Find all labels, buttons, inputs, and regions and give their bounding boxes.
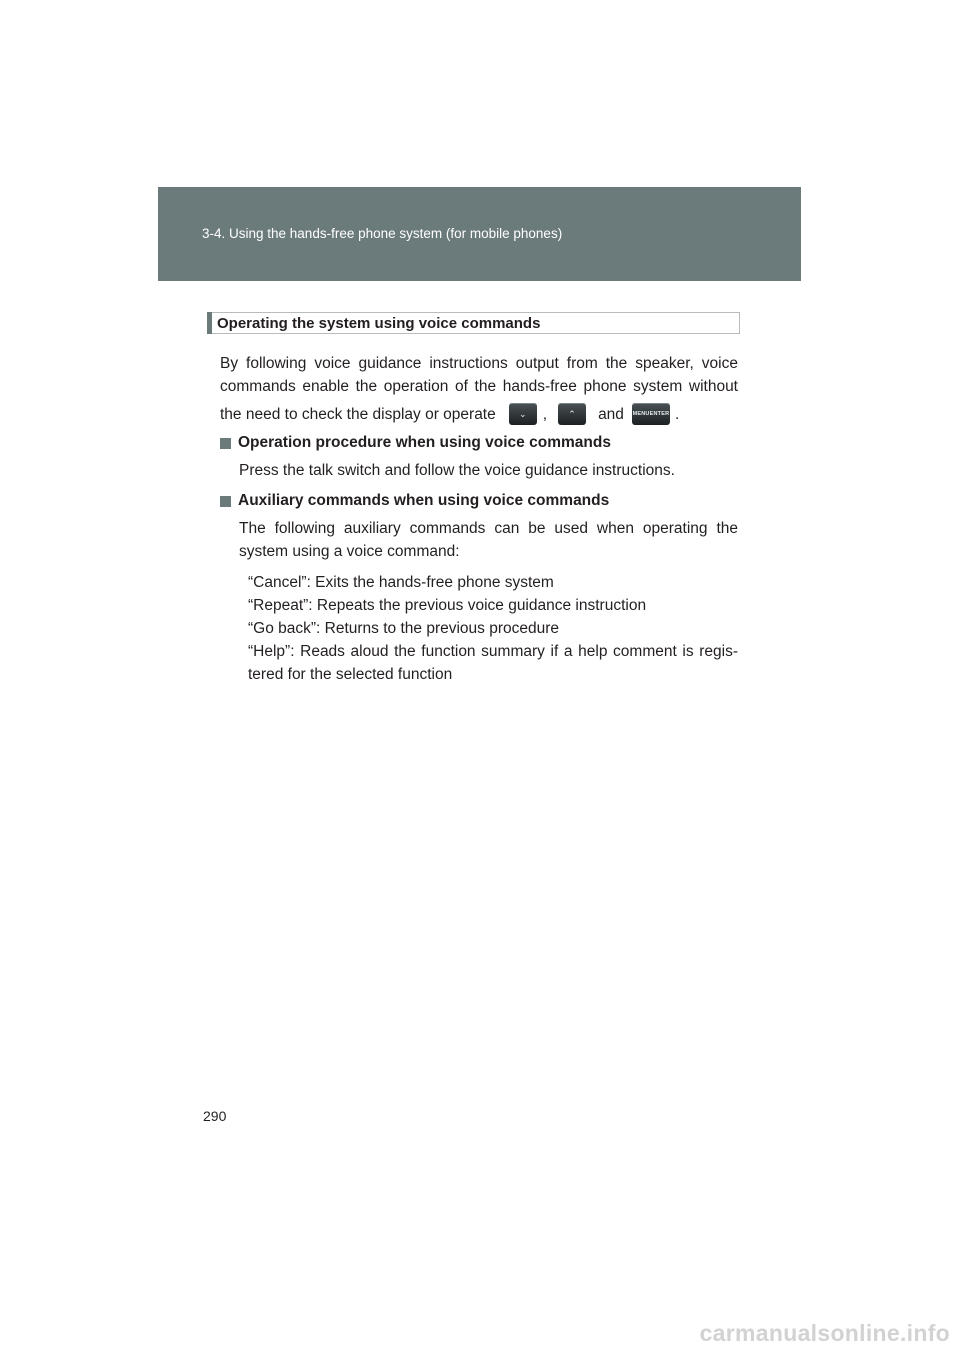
section-2-heading — [220, 492, 609, 510]
subsection-title-box — [207, 312, 740, 334]
subsection-title: Operating the system using voice commands — [217, 315, 541, 332]
section-2-heading-text: Auxiliary commands when using voice commands — [238, 492, 610, 509]
bullet-square-icon — [220, 496, 231, 507]
section-1-text — [239, 459, 738, 482]
down-glyph: ⌄ — [518, 408, 527, 419]
section-2-line-1: The following auxiliary commands can be used when operating the — [239, 520, 738, 537]
and-word: and — [598, 405, 624, 423]
command-repeat: “Repeat”: Repeats the previous voice guidance instruction — [248, 597, 647, 614]
intro-line-3 — [220, 398, 738, 430]
command-cancel: “Cancel”: Exits the hands-free phone system — [248, 574, 554, 591]
intro-line-2: commands enable the operation of the hands-free phone system without — [220, 378, 738, 395]
enter-label: ENTER — [649, 411, 670, 417]
section-label: 3-4. Using the hands-free phone system (for mobile phones) — [202, 226, 563, 241]
header-band — [158, 187, 801, 281]
menu-label: MENU — [632, 411, 650, 417]
intro-line-3-text: the need to check the display or operate — [220, 405, 496, 423]
command-help-line-1: “Help”: Reads aloud the function summary if a help comment is regis- — [248, 643, 738, 660]
intro-paragraph — [220, 352, 738, 430]
section-1-heading-text: Operation procedure when using voice commands — [238, 434, 611, 451]
command-help-line-2: tered for the selected function — [248, 666, 453, 683]
section-1-heading — [220, 434, 611, 452]
command-list — [248, 571, 738, 686]
page-number: 290 — [203, 1108, 227, 1124]
watermark: carmanualsonline.info — [699, 1320, 950, 1346]
period: . — [674, 405, 680, 423]
section-1-line: Press the talk switch and follow the voice guidance instructions. — [239, 462, 675, 479]
bullet-square-icon — [220, 438, 231, 449]
down-button-icon — [509, 403, 537, 425]
intro-line-1: By following voice guidance instructions output from the speaker, voice — [220, 355, 738, 372]
comma: , — [542, 405, 548, 423]
up-glyph: ⌃ — [568, 408, 576, 419]
up-button-icon — [558, 403, 586, 425]
subsection-accent-bar — [207, 312, 212, 334]
section-2-text — [239, 517, 738, 563]
menu-enter-button-icon — [632, 403, 670, 425]
command-go-back: “Go back”: Returns to the previous procedure — [248, 620, 560, 637]
section-2-line-2: system using a voice command: — [239, 543, 460, 560]
